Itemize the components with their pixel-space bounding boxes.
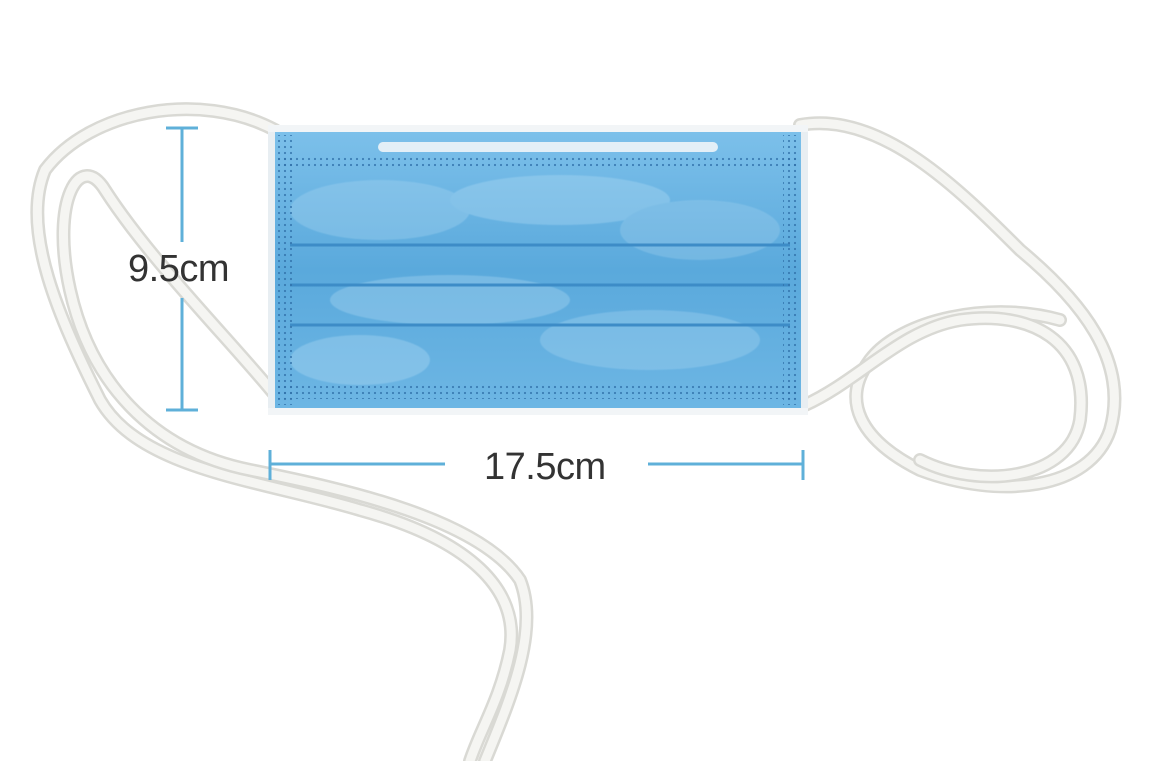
width-dimension-label: 17.5cm bbox=[478, 448, 612, 486]
right-tie-strings bbox=[800, 123, 1114, 486]
mask-body bbox=[268, 125, 808, 415]
height-dimension-label: 9.5cm bbox=[128, 248, 229, 290]
